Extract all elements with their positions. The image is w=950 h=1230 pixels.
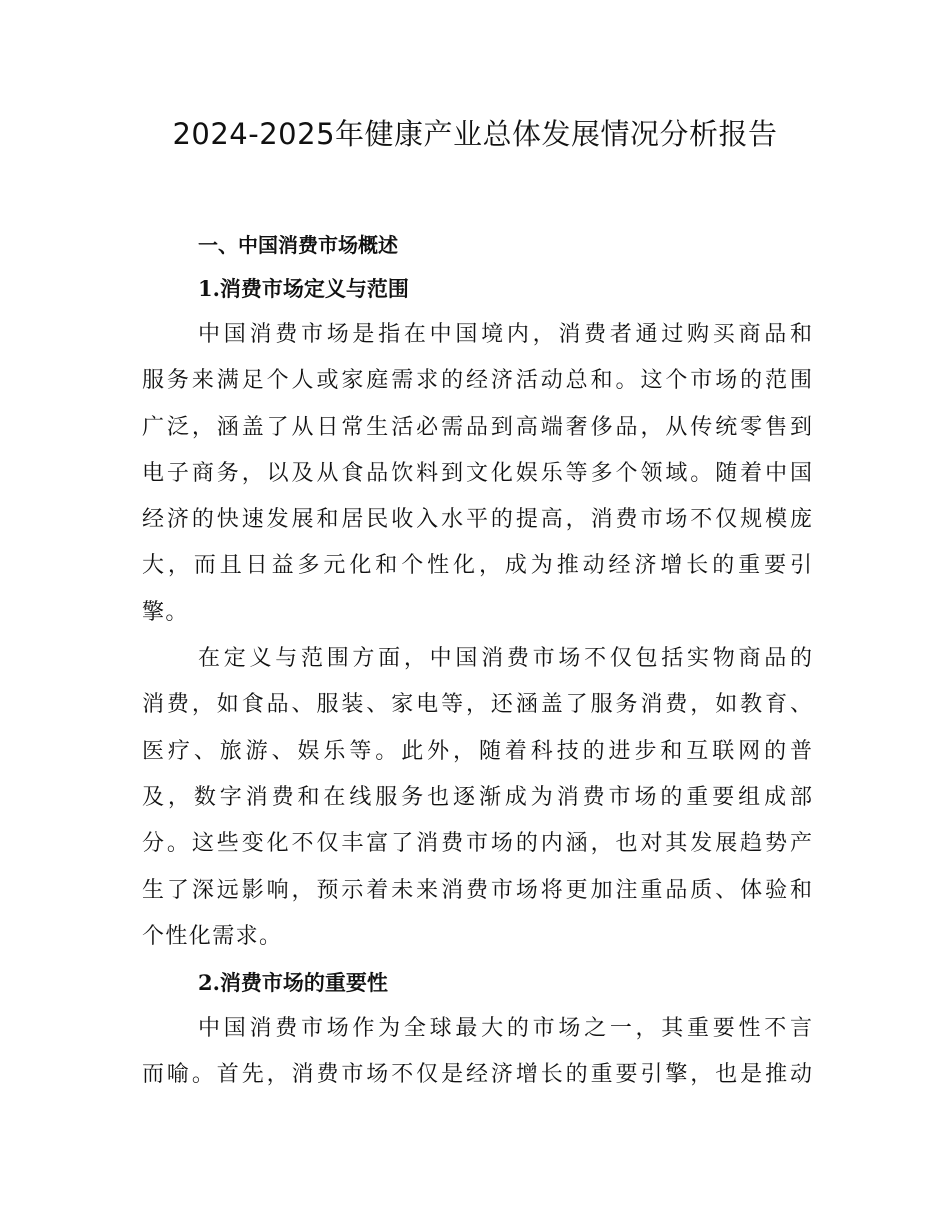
paragraph-importance [142,1006,812,1099]
paragraph-line: 及，数字消费和在线服务也逐渐成为消费市场的重要组成部 [142,784,812,810]
paragraph-line: 生了深远影响，预示着未来消费市场将更加注重品质、体验和 [142,877,812,903]
subsection-heading-importance: 2.消费市场的重要性 [198,970,388,996]
paragraph-line: 服务来满足个人或家庭需求的经济活动总和。这个市场的范围 [142,368,812,394]
paragraph-line: 在定义与范围方面，中国消费市场不仅包括实物商品的 [198,646,812,672]
paragraph-line: 分。这些变化不仅丰富了消费市场的内涵，也对其发展趋势产 [142,831,812,857]
paragraph-line: 电子商务，以及从食品饮料到文化娱乐等多个领域。随着中国 [142,460,812,486]
document-body [142,224,812,1099]
paragraph-definition [142,312,812,636]
paragraph-line: 经济的快速发展和居民收入水平的提高，消费市场不仅规模庞 [142,507,812,533]
paragraph-line: 广泛，涵盖了从日常生活必需品到高端奢侈品，从传统零售到 [142,414,812,440]
subsection-heading-definition: 1.消费市场定义与范围 [198,276,409,301]
paragraph-line: 中国消费市场是指在中国境内，消费者通过购买商品和 [198,322,812,347]
paragraph-line: 大，而且日益多元化和个性化，成为推动经济增长的重要引 [142,553,812,579]
paragraph-line: 医疗、旅游、娱乐等。此外，随着科技的进步和互联网的普 [142,738,812,764]
paragraph-line: 消费，如食品、服装、家电等，还涵盖了服务消费，如教育、 [142,692,812,718]
paragraph-line: 个性化需求。 [142,923,283,949]
paragraph-line: 而喻。首先，消费市场不仅是经济增长的重要引擎，也是推动 [142,1062,812,1088]
paragraph-line: 中国消费市场作为全球最大的市场之一，其重要性不言 [198,1016,812,1042]
document-title: 2024-2025年健康产业总体发展情况分析报告 [172,117,778,151]
paragraph-scope [142,636,812,960]
paragraph-line: 擎。 [142,599,189,625]
section-heading: 一、中国消费市场概述 [198,233,398,257]
